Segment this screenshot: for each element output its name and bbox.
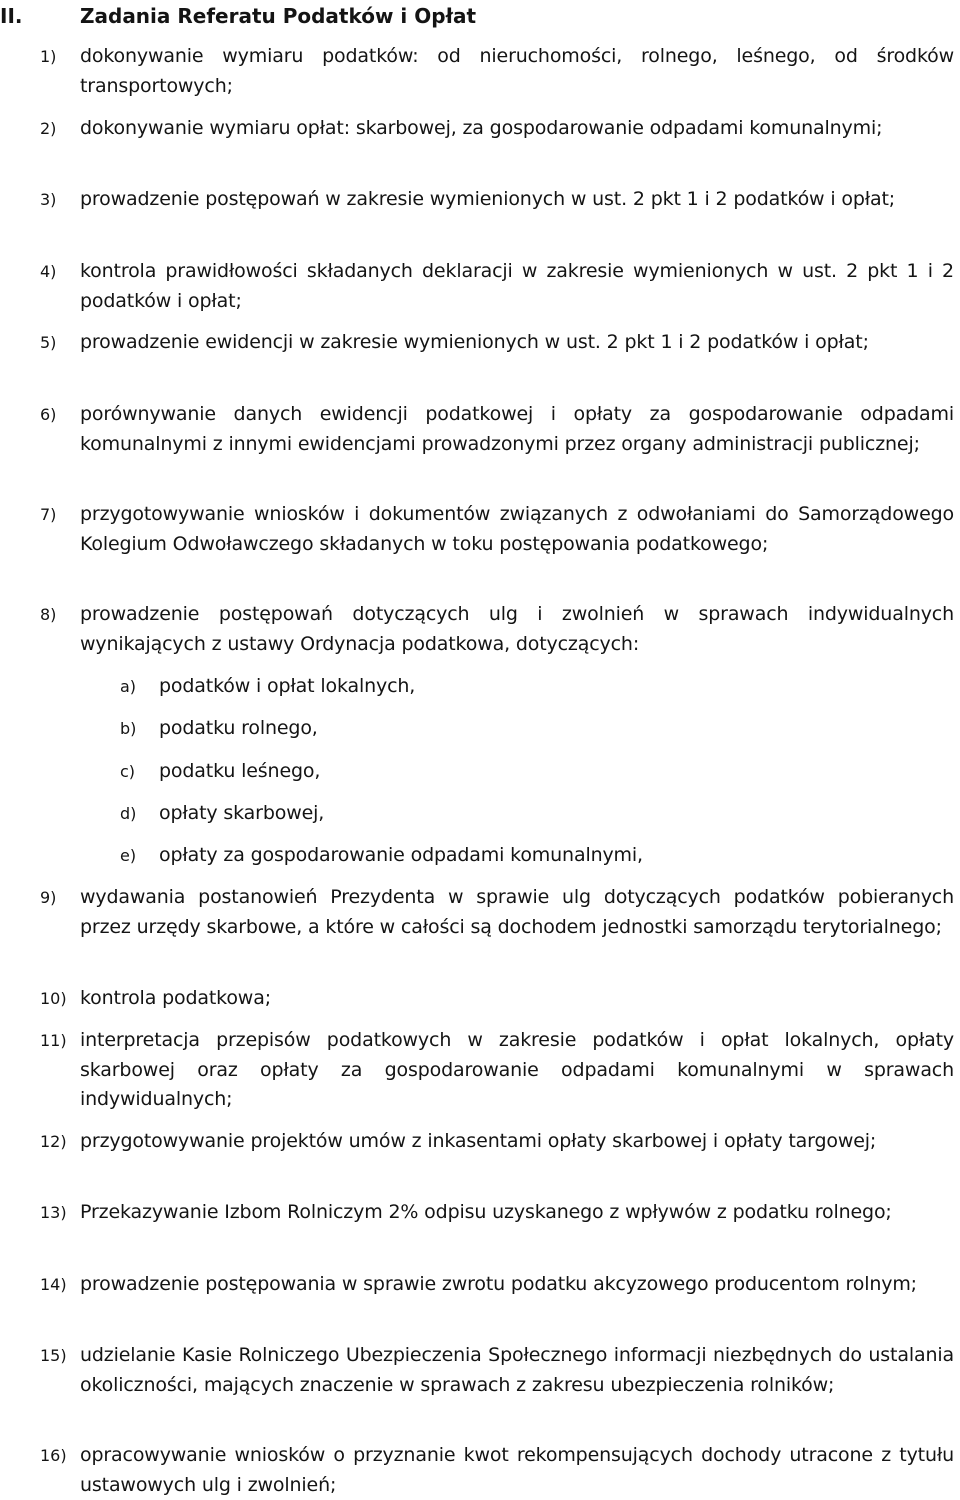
list-item-text: wydawania postanowień Prezydenta w sprawie ulg dotyczących podatków pobieranych przez urzędy skarbowe, a które w całości są dochodem jednostki samorządu terytorialnego; [80, 886, 954, 938]
list-item-text: prowadzenie postępowania w sprawie zwrotu podatku akcyzowego producentom rolnym; [80, 1273, 917, 1295]
list-item-text: opracowywanie wniosków o przyznanie kwot rekompensujących dochody utracone z tytułu ustawowych ulg i zwolnień; [80, 1444, 954, 1496]
list-item-text: udzielanie Kasie Rolniczego Ubezpieczenia Społecznego informacji niezbędnych do ustalania okoliczności, mających znaczenie w sprawach z zakresu ubezpieczenia rolników; [80, 1344, 954, 1396]
list-item-marker: 3) [40, 190, 57, 209]
section-title: Zadania Referatu Podatków i Opłat [80, 4, 477, 28]
list-item-text: dokonywanie wymiaru podatków: od nieruchomości, rolnego, leśnego, od środków transportowych; [80, 45, 954, 97]
list-item-text: kontrola prawidłowości składanych deklaracji w zakresie wymienionych w ust. 2 pkt 1 i 2 podatków i opłat; [80, 260, 954, 312]
list-item-marker: 11) [40, 1031, 67, 1050]
list-item-marker: 8) [40, 605, 57, 624]
list-item-marker: 7) [40, 505, 57, 524]
list-item-text: interpretacja przepisów podatkowych w zakresie podatków i opłat lokalnych, opłaty skarbowej oraz opłaty za gospodarowanie odpadami komunalnymi w sprawach indywidualnych; [80, 1029, 954, 1110]
sub-item-text: podatków i opłat lokalnych, [159, 675, 416, 697]
list-item-marker: 15) [40, 1346, 67, 1365]
list-item-marker: 13) [40, 1203, 67, 1222]
list-item-marker: 5) [40, 333, 57, 352]
list-item-marker: 9) [40, 888, 57, 907]
list-item-text: prowadzenie postępowań w zakresie wymienionych w ust. 2 pkt 1 i 2 podatków i opłat; [80, 188, 896, 210]
list-item-marker: 4) [40, 262, 57, 281]
sub-item-marker: b) [120, 719, 137, 738]
sub-item-text: podatku rolnego, [159, 717, 318, 739]
list-item-text: porównywanie danych ewidencji podatkowej i opłaty za gospodarowanie odpadami komunalnymi z innymi ewidencjami prowadzonymi przez organy administracji publicznej; [80, 403, 954, 455]
sub-item-marker: e) [120, 846, 137, 865]
sub-item-text: podatku leśnego, [159, 760, 321, 782]
sub-item-marker: c) [120, 762, 136, 781]
sub-item-text: opłaty skarbowej, [159, 802, 325, 824]
list-item-marker: 16) [40, 1446, 67, 1465]
list-item-text: prowadzenie postępowań dotyczących ulg i zwolnień w sprawach indywidualnych wynikających z ustawy Ordynacja podatkowa, dotyczących: [80, 603, 954, 655]
list-item-marker: 2) [40, 119, 57, 138]
list-item-text: przygotowywanie projektów umów z inkasentami opłaty skarbowej i opłaty targowej; [80, 1130, 877, 1152]
list-item-text: przygotowywanie wniosków i dokumentów związanych z odwołaniami do Samorządowego Kolegium Odwoławczego składanych w toku postępowania podatkowego; [80, 503, 954, 555]
list-item-marker: 14) [40, 1275, 67, 1294]
sub-item-marker: a) [120, 677, 137, 696]
list-item-text: prowadzenie ewidencji w zakresie wymienionych w ust. 2 pkt 1 i 2 podatków i opłat; [80, 331, 869, 353]
list-item-marker: 1) [40, 47, 57, 66]
sub-item-marker: d) [120, 804, 137, 823]
list-item-marker: 10) [40, 989, 67, 1008]
list-item-text: kontrola podatkowa; [80, 987, 271, 1009]
section-number: II. [0, 4, 23, 28]
list-item-marker: 12) [40, 1132, 67, 1151]
list-item-text: dokonywanie wymiaru opłat: skarbowej, za gospodarowanie odpadami komunalnymi; [80, 117, 883, 139]
list-item-text: Przekazywanie Izbom Rolniczym 2% odpisu uzyskanego z wpływów z podatku rolnego; [80, 1201, 892, 1223]
sub-item-text: opłaty za gospodarowanie odpadami komunalnymi, [159, 844, 643, 866]
list-item-marker: 6) [40, 405, 57, 424]
